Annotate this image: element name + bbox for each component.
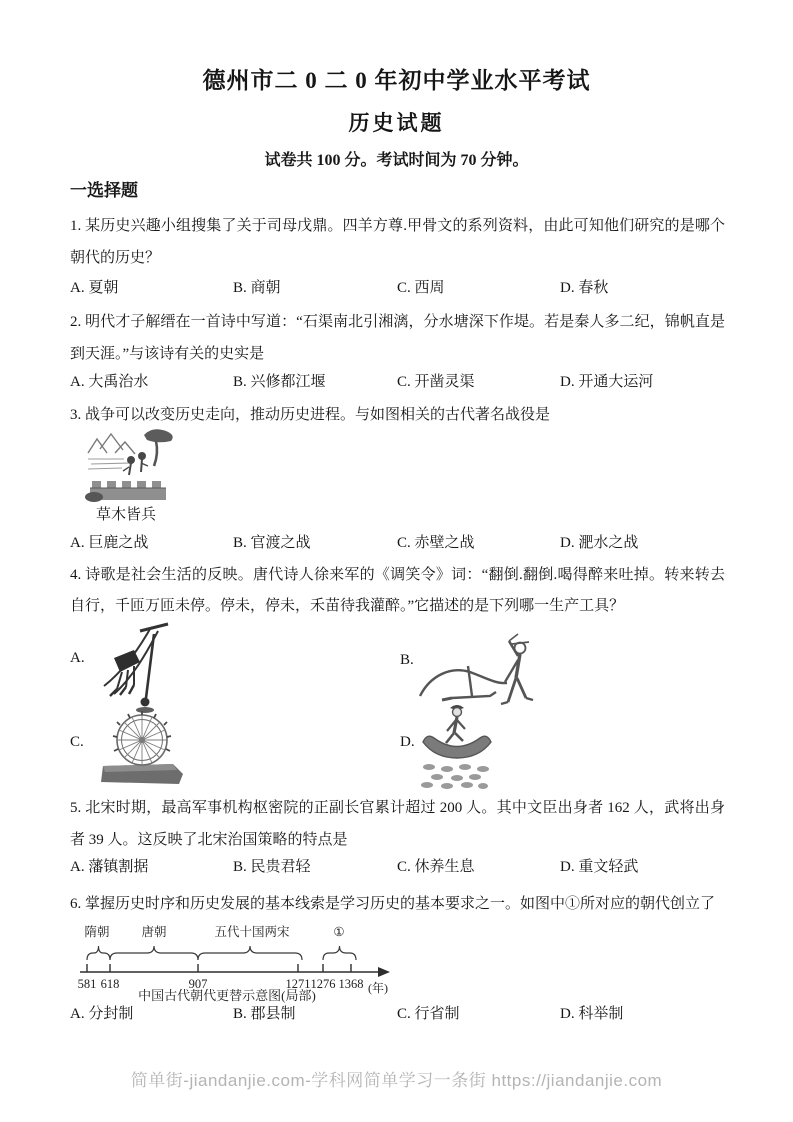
- q6-option-d: D. 科举制: [560, 1006, 624, 1022]
- timeline-year-907: 907: [188, 977, 208, 991]
- q5-option-d: D. 重文轻武: [560, 859, 639, 875]
- q2-option-c: C. 开凿灵渠: [397, 374, 475, 390]
- q4-image-c: [95, 710, 193, 793]
- timeline-year-618: 618: [100, 977, 120, 991]
- q2-option-d: D. 开通大运河: [560, 374, 654, 390]
- question-6-text: 6. 掌握历史时序和历史发展的基本线索是学习历史的基本要求之一。如图中①所对应的朝代创立了: [70, 896, 716, 912]
- q6-option-b: B. 郡县制: [233, 1006, 296, 1022]
- q2-option-b: B. 兴修都江堰: [233, 374, 326, 390]
- timeline-year-581: 581: [77, 977, 97, 991]
- exam-info: 试卷共 100 分。考试时间为 70 分钟。: [264, 152, 529, 169]
- question-3-text: 3. 战争可以改变历史走向，推动历史进程。与如图相关的古代著名战役是: [70, 407, 551, 423]
- rider: [446, 705, 465, 743]
- exam-title: 德州市二 0 二 0 年初中学业水平考试: [202, 68, 591, 93]
- q5-option-b: B. 民贵君轻: [233, 859, 311, 875]
- timeline-label-sui: 隋朝: [84, 925, 110, 939]
- q3-option-c: C. 赤壁之战: [397, 535, 475, 551]
- q6-option-a: A. 分封制: [70, 1006, 134, 1022]
- q1-option-b: B. 商朝: [233, 280, 281, 296]
- q6-dynasty-timeline-figure: [70, 916, 400, 1009]
- wheel: [113, 711, 171, 765]
- water-lines: [88, 459, 130, 469]
- question-2-text: 2. 明代才子解缙在一首诗中写道：“石渠南北引湘漓，分水塘深下作堤。若是秦人多二纪，锦帆直是到天涯。”与该诗有关的史实是: [70, 314, 725, 362]
- seed-drill-icon: [88, 620, 173, 716]
- timeline-braces: [87, 946, 356, 960]
- timeline-label-tang: 唐朝: [141, 925, 167, 939]
- question-3-options: [70, 531, 730, 555]
- timeline-label-five-dynasties-song: 五代十国两宋: [214, 925, 290, 939]
- timeline-arrowhead: [378, 967, 390, 977]
- timeline-year-1276: 1276: [310, 977, 336, 991]
- q4-image-a: [88, 620, 173, 721]
- q5-option-a: A. 藩镇割据: [70, 859, 149, 875]
- question-1-text: 1. 某历史兴趣小组搜集了关于司母戊鼎。四羊方尊.甲骨文的系列资料，由此可知他们研究的是哪个朝代的历史？: [70, 218, 725, 266]
- question-5-text: 5. 北宋时期，最高军事机构枢密院的正副长官累计超过 200 人。其中文臣出身者 162 人，武将出身者 39 人。这反映了北宋治国策略的特点是: [70, 800, 725, 848]
- timeline-year-1271: 1271: [285, 977, 311, 991]
- soldiers-on-wall-illustration: [84, 426, 180, 504]
- timeline-caption: 中国古代朝代更替示意图(局部): [138, 988, 316, 1003]
- question-2-options: [70, 370, 730, 394]
- q3-option-a: A. 巨鹿之战: [70, 535, 149, 551]
- tree: [144, 429, 173, 466]
- rocker-boat: [423, 736, 491, 758]
- timeline-unit-label: (年): [368, 981, 388, 995]
- soldier-figures: [123, 453, 148, 475]
- q4-image-label-a: A.: [70, 650, 85, 666]
- question-6-options: [70, 1002, 730, 1026]
- timeline-label-circled-one: ①: [333, 925, 345, 939]
- dynasty-timeline-diagram: [70, 916, 400, 1004]
- mountains: [88, 434, 135, 454]
- section-heading-choice: 一选择题: [70, 181, 138, 200]
- question-5-options: [70, 855, 730, 879]
- q3-figure-caption: 草木皆兵: [96, 507, 157, 523]
- q3-option-d: D. 淝水之战: [560, 535, 639, 551]
- q6-option-c: C. 行省制: [397, 1006, 460, 1022]
- question-4-text: 4. 诗歌是社会生活的反映。唐代诗人徐来军的《调笑令》词：“翻倒.翻倒.喝得醉来吐掉。转来转去自行，千匝万匝未停。停未，停未，禾苗待我灌醉。”它描述的是下列哪一生产工具？: [70, 567, 725, 614]
- city-wall: [85, 481, 166, 502]
- question-1-options: [70, 276, 730, 300]
- paddy-field: [421, 764, 489, 789]
- q4-image-d: [413, 700, 501, 795]
- q1-option-d: D. 春秋: [560, 280, 609, 296]
- paper-subject-title: 历史试题: [348, 111, 445, 135]
- timeline-year-1368: 1368: [338, 977, 364, 991]
- timeline-axis: [80, 964, 378, 972]
- q1-option-c: C. 西周: [397, 280, 445, 296]
- seedling-horse-icon: [413, 700, 501, 790]
- q1-option-a: A. 夏朝: [70, 280, 119, 296]
- q4-image-label-d: D.: [400, 734, 415, 750]
- q3-option-b: B. 官渡之战: [233, 535, 311, 551]
- q2-option-a: A. 大禹治水: [70, 374, 149, 390]
- q4-image-label-b: B.: [400, 652, 414, 668]
- q5-option-c: C. 休养生息: [397, 859, 475, 875]
- q3-figure-illustration: [84, 426, 180, 509]
- site-watermark: 简单街-jiandanjie.com-学科网简单学习一条街 https://jiandanjie.com: [130, 1071, 663, 1090]
- waterwheel-icon: [95, 710, 193, 788]
- q4-image-label-c: C.: [70, 734, 84, 750]
